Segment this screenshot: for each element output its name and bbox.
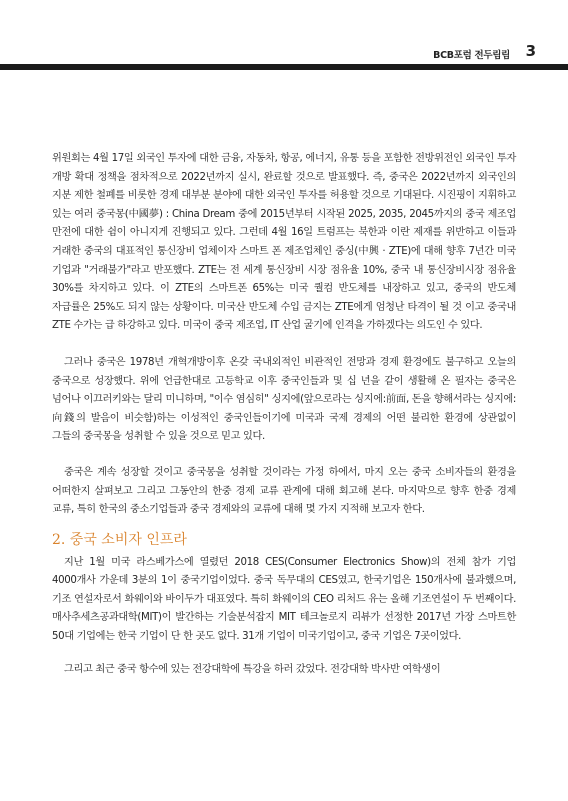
section-paragraph-2: 그리고 최근 중국 항수에 있는 전강대학에 특강을 하러 갔었다. 전강대학 박사반 여학생이 xyxy=(64,663,441,675)
section-paragraph-1: 지난 1월 미국 라스베가스에 열렸던 2018 CES(Consumer Electronics Show)의 전체 참가 기업 4000개사 가운데 3분의 1이 중국기업이었다. 중국 독무대의 CES였고, 한국기업은 150개사에 불과했으며, 기조 연설자로서 화웨이와 바이두가 대표였다. 특히 화웨이의 CEO 리처드 유는 올해 기조연설이 두 번째이다. 매사추세츠공과대학(MIT)이 발간하는 기술분석잡지 MIT 테크놀로지 리뷰가 선정한 2017년 가장 스마트한 50대 기업에는 한국 기업이 단 한 곳도 없다. 31개 기업이 미국기업이고, 중국 기업은 7곳이었다. xyxy=(52,556,516,643)
page-number: 3 xyxy=(525,42,536,60)
header-title: BCB포럼 전두림림 xyxy=(433,50,510,61)
paragraph-1: 위원회는 4월 17일 외국인 투자에 대한 금융, 자동차, 항공, 에너지, 유통 등을 포함한 전방위전인 외국인 투자 개방 확대 정책을 점차적으로 2022년까지 실시, 완료할 것으로 발표했다. 즉, 중국은 2022년까지 외국인의 지분 제한 철폐를 비롯한 경제 대부분 분야에 대한 외국인 투자를 허용할 것으로 기대된다. 시진핑이 지휘하고 있는 여러 중국몽(中國夢) : China Dream 중에 2015년부터 시작된 2025, 2035, 2045까지의 중국 제조업 만전에 대한 쉼이 아니지게 진행되고 있다. 그런데 4월 16일 트럼프는 북한과 이란 제재를 위반하고 이들과 거래한 중국의 대표적인 통신장비 업체이자 스마트 폰 제조업체인 중싱(中興 · ZTE)에 대해 향후 7년간 미국 기업과 "거래불가"라고 반포했다. ZTE는 전 세계 통신장비 시장 점유율 10%, 중국 내 통신장비시장 점유율 30%를 차지하고 있다. 이 ZTE의 스마트폰 65%는 미국 퀄컴 반도체를 내장하고 있고, 중국의 반도체 자급률은 25%도 되지 않는 상황이다. 미국산 반도체 수입 금지는 ZTE에게 엄청난 타격이 될 것 이고 중국내 ZTE 수가는 급 하강하고 있다. 미국이 중국 제조업, IT 산업 굴기에 인격을 가하겠다는 의도인 수 있다. xyxy=(52,153,516,332)
paragraph-2: 그러나 중국은 1978년 개혁개방이후 온갖 국내외적인 비관적인 전망과 경제 환경에도 불구하고 오늘의 중국으로 성장했다. 위에 언급한대로 고등학교 이후 중국인들과 및 십 년을 같이 생활해 온 필자는 중국은 넘어나 이끄러키와는 달리 미니하며, "이수 염심히" 싱지에(앞으로라는 싱지에:前面, 돈을 향해서라는 싱지에:向錢의 발음이 비슷함)하는 이성적인 중국인들이기에 미국과 국제 경제의 어떤 불리한 환경에 상관없이 그들의 중국몽을 성취할 수 있을 것으로 믿고 있다. xyxy=(52,356,516,443)
page-header xyxy=(0,0,568,70)
header-rule xyxy=(0,64,568,70)
section-heading: 2. 중국 소비자 인프라 xyxy=(52,531,187,548)
document-body xyxy=(52,150,516,679)
paragraph-3: 중국은 계속 성장할 것이고 중국몽을 성취할 것이라는 가정 하에서, 마지 오는 중국 소비자들의 환경을 어떠한지 살펴보고 그리고 그동안의 한중 경제 교류 관계에 대해 회고해 본다. 마지막으로 향후 한중 경제 교류, 특히 한국의 중소기업들과 중국 경제와의 교류에 대해 몇 가지 지적해 보고자 한다. xyxy=(52,466,516,516)
